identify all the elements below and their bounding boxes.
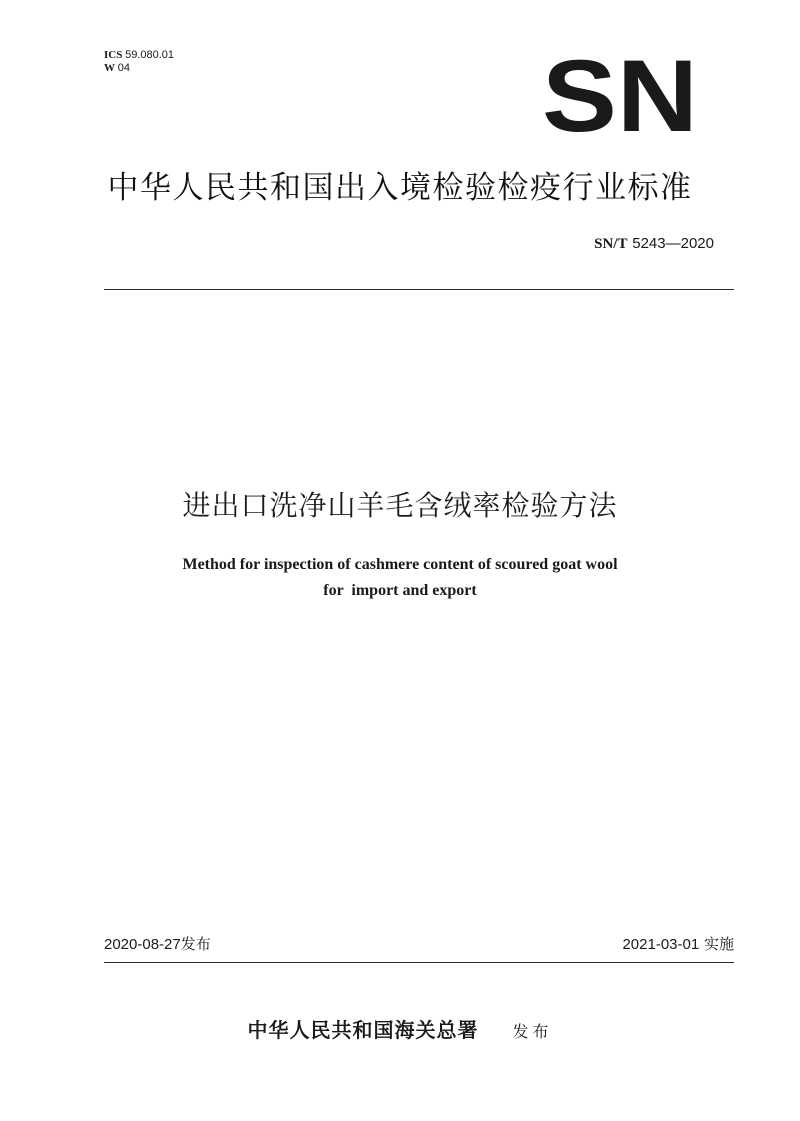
publisher-line	[0, 1014, 800, 1043]
ics-value: 59.080.01	[125, 49, 175, 61]
top-divider	[104, 289, 734, 290]
classification-codes	[104, 49, 174, 75]
standard-number	[594, 234, 714, 253]
effective-date: 2021-03-01	[622, 936, 700, 953]
standard-prefix: SN/T	[594, 236, 628, 252]
class-line	[104, 62, 174, 75]
ics-label: ICS	[104, 49, 123, 61]
effective-label: 实施	[703, 935, 734, 953]
class-label: W	[104, 62, 115, 74]
ics-line	[104, 49, 174, 62]
class-value: 04	[117, 62, 130, 74]
standard-code: 5243—2020	[632, 235, 714, 252]
title-en-line-2: for import and export	[323, 582, 477, 599]
sn-logo	[541, 55, 699, 135]
publish-date-block	[104, 933, 211, 954]
document-title-cn: 进出口洗净山羊毛含绒率检验方法	[182, 489, 618, 522]
document-title-en	[0, 552, 800, 604]
organization-title: 中华人民共和国出入境检验检疫行业标准	[107, 170, 693, 206]
publish-date: 2020-08-27	[104, 936, 181, 953]
publisher-name: 中华人民共和国海关总署	[247, 1018, 479, 1042]
title-en-line-1: Method for inspection of cashmere content of scoured goat wool	[182, 556, 618, 573]
bottom-divider	[104, 962, 734, 963]
publisher-action: 发布	[512, 1022, 553, 1041]
sn-logo-text: SN	[542, 55, 698, 135]
effective-date-block	[622, 933, 734, 954]
publish-label: 发布	[180, 935, 211, 953]
